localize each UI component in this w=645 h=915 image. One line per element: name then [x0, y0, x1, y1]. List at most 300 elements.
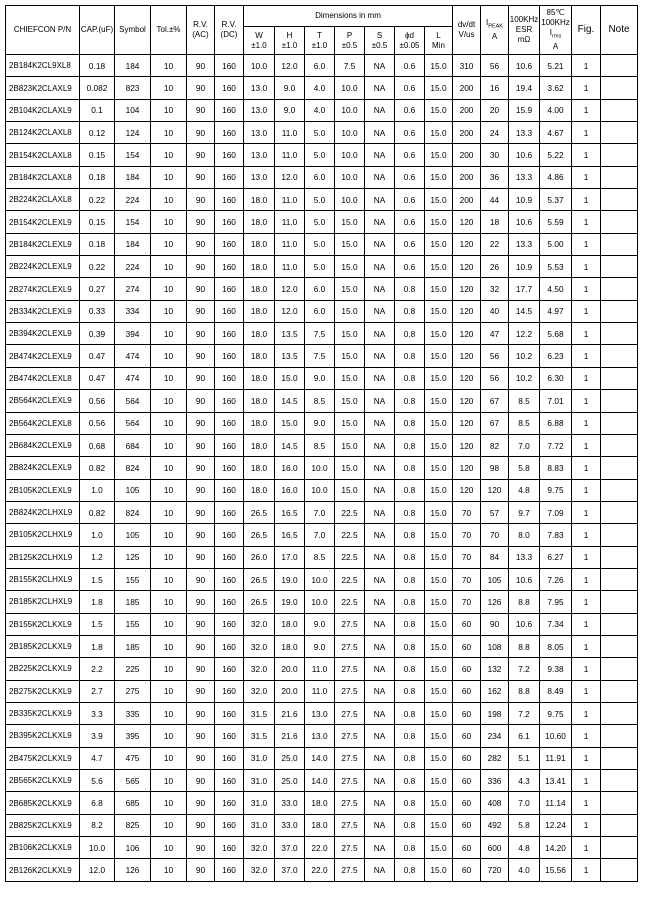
- table-row: [6, 77, 638, 99]
- cell-p: 15.0: [335, 457, 365, 479]
- cell-l: 15.0: [425, 457, 453, 479]
- cell-cap: 0.56: [80, 412, 115, 434]
- cell-p: 22.5: [335, 524, 365, 546]
- cell-part-no: 2B275K2CLKXL9: [6, 680, 80, 702]
- cell-tolerance: 10: [151, 166, 187, 188]
- cell-t: 14.0: [305, 747, 335, 769]
- cell-s: NA: [365, 859, 395, 881]
- cell-rv-dc: 160: [215, 323, 244, 345]
- cell-s: NA: [365, 524, 395, 546]
- cell-rv-ac: 90: [187, 524, 215, 546]
- cell-symbol: 394: [115, 323, 151, 345]
- col-header-dvdt: [453, 6, 481, 55]
- cell-ipeak: 70: [481, 524, 509, 546]
- cell-cap: 1.0: [80, 479, 115, 501]
- cell-d: 0.8: [395, 814, 425, 836]
- cell-dvdt: 120: [453, 300, 481, 322]
- cell-note: [601, 546, 638, 568]
- cell-ipeak: 16: [481, 77, 509, 99]
- cell-d: 0.8: [395, 658, 425, 680]
- cell-ipeak: 18: [481, 211, 509, 233]
- cell-note: [601, 702, 638, 724]
- cell-cap: 0.39: [80, 323, 115, 345]
- cell-part-no: 2B334K2CLEXL9: [6, 300, 80, 322]
- cell-irms: 3.62: [540, 77, 572, 99]
- cell-s: NA: [365, 837, 395, 859]
- cell-d: 0.6: [395, 256, 425, 278]
- col-header-irms: [540, 6, 572, 55]
- cell-w: 31.5: [244, 702, 275, 724]
- dim-header-t: [305, 27, 335, 55]
- cell-ipeak: 26: [481, 256, 509, 278]
- cell-rv-dc: 160: [215, 613, 244, 635]
- cell-esr: 6.1: [509, 725, 540, 747]
- cell-l: 15.0: [425, 77, 453, 99]
- cell-l: 15.0: [425, 658, 453, 680]
- cell-s: NA: [365, 747, 395, 769]
- cell-dvdt: 120: [453, 323, 481, 345]
- cell-p: 27.5: [335, 859, 365, 881]
- cell-dvdt: 60: [453, 725, 481, 747]
- cell-irms: 10.60: [540, 725, 572, 747]
- cell-dvdt: 120: [453, 434, 481, 456]
- cell-irms: 6.88: [540, 412, 572, 434]
- cell-symbol: 474: [115, 345, 151, 367]
- cell-p: 22.5: [335, 591, 365, 613]
- cell-dvdt: 120: [453, 345, 481, 367]
- cell-rv-dc: 160: [215, 345, 244, 367]
- cell-note: [601, 256, 638, 278]
- cell-symbol: 185: [115, 635, 151, 657]
- cell-note: [601, 367, 638, 389]
- table-row: [6, 166, 638, 188]
- cell-ipeak: 56: [481, 367, 509, 389]
- cell-rv-dc: 160: [215, 814, 244, 836]
- cell-esr: 4.8: [509, 479, 540, 501]
- cell-rv-ac: 90: [187, 434, 215, 456]
- cell-l: 15.0: [425, 725, 453, 747]
- cell-dvdt: 120: [453, 233, 481, 255]
- cell-d: 0.8: [395, 345, 425, 367]
- cell-rv-ac: 90: [187, 814, 215, 836]
- cell-esr: 15.9: [509, 99, 540, 121]
- cell-d: 0.8: [395, 635, 425, 657]
- cell-l: 15.0: [425, 323, 453, 345]
- cell-fig: 1: [572, 613, 601, 635]
- cell-l: 15.0: [425, 412, 453, 434]
- cell-l: 15.0: [425, 278, 453, 300]
- cell-cap: 0.56: [80, 390, 115, 412]
- cell-cap: 0.18: [80, 55, 115, 77]
- cell-symbol: 125: [115, 546, 151, 568]
- table-row: [6, 189, 638, 211]
- cell-s: NA: [365, 770, 395, 792]
- cell-fig: 1: [572, 99, 601, 121]
- cell-esr: 10.6: [509, 55, 540, 77]
- cell-cap: 1.2: [80, 546, 115, 568]
- irms-temp: 85℃: [546, 8, 565, 18]
- cell-w: 32.0: [244, 837, 275, 859]
- cell-note: [601, 77, 638, 99]
- esr-unit: mΩ: [517, 35, 531, 44]
- cell-h: 18.0: [275, 635, 305, 657]
- cell-p: 27.5: [335, 635, 365, 657]
- cell-esr: 10.6: [509, 144, 540, 166]
- cell-rv-dc: 160: [215, 390, 244, 412]
- cell-esr: 10.6: [509, 211, 540, 233]
- cell-rv-dc: 160: [215, 591, 244, 613]
- cell-l: 15.0: [425, 568, 453, 590]
- cell-w: 32.0: [244, 658, 275, 680]
- cell-irms: 5.59: [540, 211, 572, 233]
- cell-irms: 5.22: [540, 144, 572, 166]
- cell-part-no: 2B394K2CLEXL9: [6, 323, 80, 345]
- dim-tol: ±1.0: [251, 40, 267, 50]
- cell-h: 13.5: [275, 345, 305, 367]
- table-row: [6, 479, 638, 501]
- cell-cap: 0.82: [80, 457, 115, 479]
- cell-rv-dc: 160: [215, 457, 244, 479]
- cell-ipeak: 44: [481, 189, 509, 211]
- cell-dvdt: 60: [453, 658, 481, 680]
- cell-tolerance: 10: [151, 390, 187, 412]
- cell-rv-dc: 160: [215, 166, 244, 188]
- cell-part-no: 2B124K2CLAXL8: [6, 122, 80, 144]
- cell-fig: 1: [572, 837, 601, 859]
- cell-ipeak: 408: [481, 792, 509, 814]
- cell-rv-ac: 90: [187, 233, 215, 255]
- cell-symbol: 224: [115, 256, 151, 278]
- cell-w: 32.0: [244, 635, 275, 657]
- cell-tolerance: 10: [151, 300, 187, 322]
- cell-t: 5.0: [305, 122, 335, 144]
- esr-label: ESR: [515, 25, 533, 34]
- cell-rv-ac: 90: [187, 725, 215, 747]
- cell-p: 15.0: [335, 300, 365, 322]
- cell-tolerance: 10: [151, 77, 187, 99]
- cell-irms: 13.41: [540, 770, 572, 792]
- cell-irms: 7.26: [540, 568, 572, 590]
- cell-irms: 8.05: [540, 635, 572, 657]
- cell-fig: 1: [572, 457, 601, 479]
- cell-cap: 8.2: [80, 814, 115, 836]
- cell-w: 18.0: [244, 278, 275, 300]
- cell-note: [601, 814, 638, 836]
- cell-tolerance: 10: [151, 233, 187, 255]
- cell-rv-dc: 160: [215, 747, 244, 769]
- esr-freq: 100KHz: [509, 15, 539, 24]
- cell-rv-ac: 90: [187, 390, 215, 412]
- cell-s: NA: [365, 658, 395, 680]
- cell-symbol: 565: [115, 770, 151, 792]
- cell-ipeak: 32: [481, 278, 509, 300]
- cell-s: NA: [365, 144, 395, 166]
- cell-cap: 1.5: [80, 613, 115, 635]
- cell-t: 5.0: [305, 256, 335, 278]
- cell-d: 0.6: [395, 211, 425, 233]
- cell-part-no: 2B125K2CLHXL9: [6, 546, 80, 568]
- dim-tol: ±0.05: [399, 40, 420, 50]
- cell-s: NA: [365, 412, 395, 434]
- cell-s: NA: [365, 546, 395, 568]
- cell-symbol: 564: [115, 412, 151, 434]
- cell-dvdt: 200: [453, 99, 481, 121]
- cell-p: 15.0: [335, 233, 365, 255]
- cell-symbol: 475: [115, 747, 151, 769]
- cell-cap: 0.15: [80, 211, 115, 233]
- cell-tolerance: 10: [151, 770, 187, 792]
- cell-s: NA: [365, 256, 395, 278]
- cell-s: NA: [365, 591, 395, 613]
- cell-part-no: 2B185K2CLKXL9: [6, 635, 80, 657]
- table-row: [6, 568, 638, 590]
- cell-h: 19.0: [275, 568, 305, 590]
- cell-h: 12.0: [275, 300, 305, 322]
- cell-cap: 1.0: [80, 524, 115, 546]
- cell-l: 15.0: [425, 166, 453, 188]
- cell-l: 15.0: [425, 300, 453, 322]
- cell-w: 18.0: [244, 189, 275, 211]
- cell-s: NA: [365, 390, 395, 412]
- cell-symbol: 124: [115, 122, 151, 144]
- cell-part-no: 2B824K2CLEXL9: [6, 457, 80, 479]
- cell-rv-dc: 160: [215, 792, 244, 814]
- cell-s: NA: [365, 725, 395, 747]
- dim-name: T: [317, 30, 322, 40]
- cell-rv-ac: 90: [187, 702, 215, 724]
- cell-rv-dc: 160: [215, 55, 244, 77]
- cell-t: 7.5: [305, 345, 335, 367]
- cell-fig: 1: [572, 434, 601, 456]
- cell-ipeak: 90: [481, 613, 509, 635]
- cell-irms: 9.75: [540, 702, 572, 724]
- cell-note: [601, 524, 638, 546]
- cell-cap: 4.7: [80, 747, 115, 769]
- table-row: [6, 144, 638, 166]
- cell-irms: 5.21: [540, 55, 572, 77]
- cell-esr: 5.8: [509, 457, 540, 479]
- table-row: [6, 412, 638, 434]
- cell-symbol: 824: [115, 501, 151, 523]
- cell-h: 16.0: [275, 457, 305, 479]
- table-row: [6, 747, 638, 769]
- cell-ipeak: 105: [481, 568, 509, 590]
- cell-w: 18.0: [244, 233, 275, 255]
- cell-irms: 9.75: [540, 479, 572, 501]
- cell-d: 0.8: [395, 680, 425, 702]
- cell-rv-ac: 90: [187, 658, 215, 680]
- cell-part-no: 2B475K2CLKXL9: [6, 747, 80, 769]
- irms-sub: rms: [552, 33, 562, 40]
- table-row: [6, 591, 638, 613]
- cell-t: 18.0: [305, 814, 335, 836]
- cell-tolerance: 10: [151, 144, 187, 166]
- table-row: [6, 55, 638, 77]
- cell-note: [601, 300, 638, 322]
- cell-fig: 1: [572, 300, 601, 322]
- cell-fig: 1: [572, 278, 601, 300]
- cell-fig: 1: [572, 122, 601, 144]
- cell-symbol: 105: [115, 479, 151, 501]
- cell-tolerance: 10: [151, 256, 187, 278]
- col-header-rv-ac: [187, 6, 215, 55]
- cell-t: 6.0: [305, 300, 335, 322]
- table-row: [6, 300, 638, 322]
- cell-ipeak: 36: [481, 166, 509, 188]
- cell-part-no: 2B155K2CLKXL9: [6, 613, 80, 635]
- cell-tolerance: 10: [151, 792, 187, 814]
- cell-symbol: 275: [115, 680, 151, 702]
- cell-p: 15.0: [335, 412, 365, 434]
- cell-w: 32.0: [244, 859, 275, 881]
- cell-note: [601, 211, 638, 233]
- cell-irms: 7.83: [540, 524, 572, 546]
- cell-t: 6.0: [305, 55, 335, 77]
- cell-s: NA: [365, 568, 395, 590]
- cell-rv-ac: 90: [187, 345, 215, 367]
- cell-rv-ac: 90: [187, 479, 215, 501]
- cell-rv-dc: 160: [215, 680, 244, 702]
- cell-tolerance: 10: [151, 680, 187, 702]
- cell-p: 10.0: [335, 166, 365, 188]
- cell-p: 15.0: [335, 434, 365, 456]
- cell-l: 15.0: [425, 770, 453, 792]
- cell-tolerance: 10: [151, 189, 187, 211]
- cell-tolerance: 10: [151, 837, 187, 859]
- cell-irms: 8.49: [540, 680, 572, 702]
- cell-ipeak: 47: [481, 323, 509, 345]
- cell-dvdt: 60: [453, 747, 481, 769]
- cell-d: 0.8: [395, 323, 425, 345]
- cell-t: 7.5: [305, 323, 335, 345]
- dim-tol: ±1.0: [281, 40, 298, 50]
- cell-note: [601, 412, 638, 434]
- dim-name: L: [436, 30, 441, 40]
- cell-tolerance: 10: [151, 524, 187, 546]
- cell-ipeak: 132: [481, 658, 509, 680]
- cell-l: 15.0: [425, 122, 453, 144]
- cell-d: 0.8: [395, 792, 425, 814]
- cell-fig: 1: [572, 524, 601, 546]
- cell-ipeak: 98: [481, 457, 509, 479]
- table-row: [6, 546, 638, 568]
- cell-note: [601, 479, 638, 501]
- cell-tolerance: 10: [151, 345, 187, 367]
- cell-dvdt: 70: [453, 501, 481, 523]
- cell-esr: 13.3: [509, 166, 540, 188]
- cell-s: NA: [365, 635, 395, 657]
- cell-w: 31.0: [244, 792, 275, 814]
- table-row: [6, 770, 638, 792]
- cell-d: 0.6: [395, 99, 425, 121]
- cell-h: 25.0: [275, 770, 305, 792]
- cell-dvdt: 70: [453, 591, 481, 613]
- cell-p: 27.5: [335, 747, 365, 769]
- cell-ipeak: 56: [481, 55, 509, 77]
- cell-s: NA: [365, 792, 395, 814]
- cell-rv-dc: 160: [215, 256, 244, 278]
- cell-esr: 19.4: [509, 77, 540, 99]
- cell-l: 15.0: [425, 837, 453, 859]
- cell-part-no: 2B274K2CLEXL9: [6, 278, 80, 300]
- dim-name: H: [286, 30, 293, 40]
- cell-l: 15.0: [425, 144, 453, 166]
- cell-h: 16.0: [275, 479, 305, 501]
- cell-s: NA: [365, 613, 395, 635]
- cell-rv-ac: 90: [187, 211, 215, 233]
- cell-w: 13.0: [244, 144, 275, 166]
- cell-s: NA: [365, 189, 395, 211]
- cell-h: 37.0: [275, 859, 305, 881]
- cell-t: 8.5: [305, 434, 335, 456]
- cell-fig: 1: [572, 792, 601, 814]
- cell-note: [601, 792, 638, 814]
- cell-d: 0.8: [395, 702, 425, 724]
- dim-header-h: [275, 27, 305, 55]
- cell-d: 0.8: [395, 747, 425, 769]
- cell-t: 5.0: [305, 211, 335, 233]
- cell-w: 13.0: [244, 122, 275, 144]
- cell-t: 13.0: [305, 725, 335, 747]
- cell-irms: 7.09: [540, 501, 572, 523]
- dim-tol: ±0.5: [341, 40, 358, 50]
- cell-fig: 1: [572, 367, 601, 389]
- cell-symbol: 184: [115, 166, 151, 188]
- cell-part-no: 2B184K2CLEXL9: [6, 233, 80, 255]
- cell-s: NA: [365, 278, 395, 300]
- dim-header-p: [335, 27, 365, 55]
- cell-rv-dc: 160: [215, 122, 244, 144]
- cell-p: 15.0: [335, 323, 365, 345]
- cell-irms: 4.00: [540, 99, 572, 121]
- cell-part-no: 2B225K2CLKXL9: [6, 658, 80, 680]
- cell-p: 15.0: [335, 390, 365, 412]
- cell-rv-ac: 90: [187, 613, 215, 635]
- cell-esr: 8.8: [509, 591, 540, 613]
- cell-rv-ac: 90: [187, 55, 215, 77]
- cell-note: [601, 122, 638, 144]
- cell-fig: 1: [572, 591, 601, 613]
- cell-t: 9.0: [305, 367, 335, 389]
- cell-tolerance: 10: [151, 702, 187, 724]
- cell-dvdt: 200: [453, 77, 481, 99]
- cell-s: NA: [365, 233, 395, 255]
- cell-s: NA: [365, 166, 395, 188]
- dimensions-header: Dimensions in mm: [244, 6, 453, 27]
- dim-header-l: [425, 27, 453, 55]
- cell-l: 15.0: [425, 479, 453, 501]
- cell-d: 0.8: [395, 591, 425, 613]
- cell-symbol: 564: [115, 390, 151, 412]
- col-header-ipeak: [481, 6, 509, 55]
- cell-dvdt: 120: [453, 479, 481, 501]
- cell-w: 13.0: [244, 77, 275, 99]
- cell-dvdt: 60: [453, 680, 481, 702]
- cell-rv-dc: 160: [215, 546, 244, 568]
- cell-symbol: 154: [115, 144, 151, 166]
- cell-t: 10.0: [305, 591, 335, 613]
- cell-t: 8.5: [305, 390, 335, 412]
- cell-note: [601, 166, 638, 188]
- cell-w: 26.5: [244, 591, 275, 613]
- cell-ipeak: 57: [481, 501, 509, 523]
- cell-esr: 4.8: [509, 837, 540, 859]
- cell-rv-ac: 90: [187, 122, 215, 144]
- cell-l: 15.0: [425, 345, 453, 367]
- cell-t: 5.0: [305, 189, 335, 211]
- cell-note: [601, 725, 638, 747]
- cell-irms: 12.24: [540, 814, 572, 836]
